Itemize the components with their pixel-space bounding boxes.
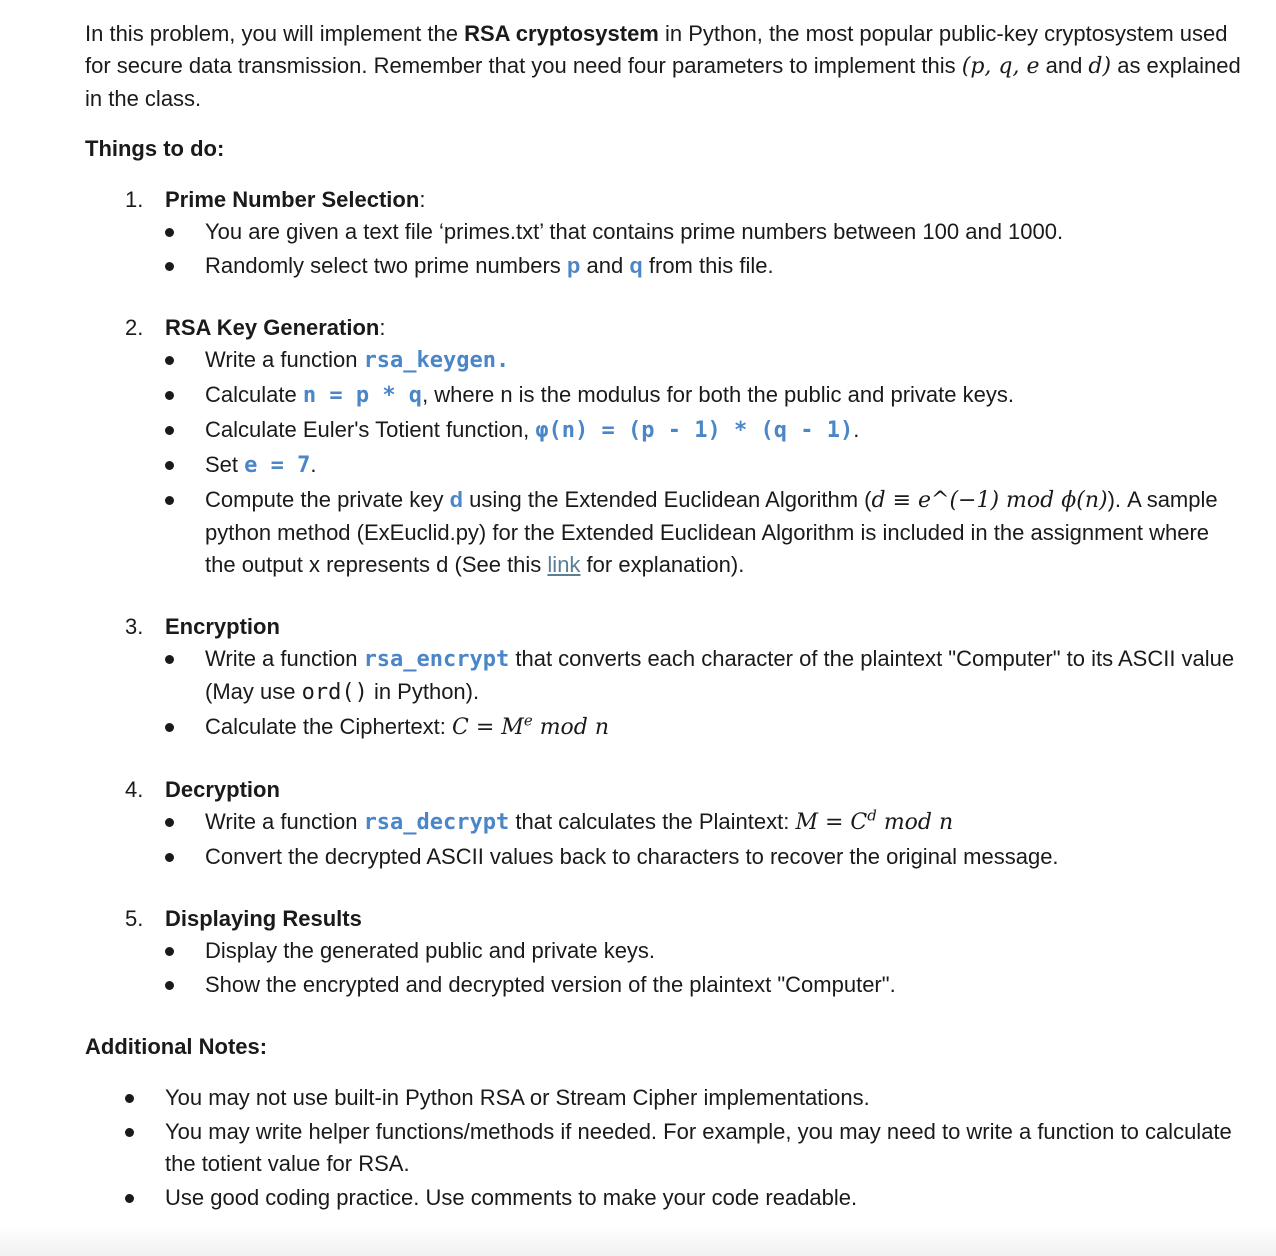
totient-code: φ(n) = (p - 1) * (q - 1) bbox=[535, 418, 854, 443]
params-math: (p, q, e bbox=[961, 54, 1040, 79]
list-item bbox=[125, 484, 1245, 581]
intro-paragraph bbox=[85, 18, 1245, 115]
bullet-text: Write a function bbox=[205, 347, 364, 372]
section-title bbox=[125, 312, 1245, 344]
bullet-list bbox=[125, 806, 1245, 873]
section-title bbox=[125, 184, 1245, 216]
bullet-text: that converts each character of the plaintext "Computer" to its ASCII value (May use bbox=[205, 646, 1235, 704]
list-item bbox=[125, 414, 1245, 447]
section-title-text: Prime Number Selection bbox=[165, 187, 420, 212]
function-name-code: rsa_decrypt bbox=[363, 810, 510, 835]
explanation-link[interactable]: link bbox=[547, 552, 581, 577]
section-title bbox=[125, 774, 1245, 806]
bullet-icon bbox=[165, 947, 174, 956]
section-number: 3. bbox=[125, 614, 144, 639]
bullet-icon bbox=[165, 228, 174, 237]
list-item bbox=[85, 1182, 1245, 1214]
section-title-text: RSA Key Generation bbox=[165, 315, 380, 340]
bullet-text: using the Extended Euclidean Algorithm ( bbox=[463, 487, 872, 512]
things-to-do-heading: Things to do: bbox=[85, 136, 225, 161]
param-d-math: d) bbox=[1088, 54, 1112, 79]
title-colon: : bbox=[419, 187, 426, 212]
bullet-list bbox=[125, 935, 1245, 1001]
bullet-text: , where n is the modulus for both the public and private keys. bbox=[422, 382, 1014, 407]
list-item bbox=[125, 449, 1245, 482]
var-q: q bbox=[629, 253, 643, 278]
section-number: 5. bbox=[125, 906, 144, 931]
bullet-icon bbox=[165, 853, 174, 862]
bullet-icon bbox=[165, 356, 174, 365]
bullet-text: that calculates the Plaintext: bbox=[509, 809, 796, 834]
bullet-text: in Python). bbox=[367, 679, 480, 704]
bullet-text: Set bbox=[205, 452, 245, 477]
bullet-text: Convert the decrypted ASCII values back to characters to recover the original message. bbox=[205, 844, 1059, 869]
bullet-text: and bbox=[580, 253, 630, 278]
formula-exponent: e bbox=[523, 711, 533, 730]
bullet-icon bbox=[125, 1094, 134, 1103]
bullet-icon bbox=[165, 461, 174, 470]
var-d: d bbox=[449, 487, 464, 512]
bullet-text: Show the encrypted and decrypted version of the plaintext "Computer". bbox=[205, 972, 896, 997]
modulus-code: n = p * q bbox=[302, 383, 423, 408]
list-item bbox=[125, 935, 1245, 967]
var-p: p bbox=[566, 253, 581, 278]
bullet-text: for explanation). bbox=[580, 552, 745, 577]
bullet-list bbox=[125, 643, 1245, 744]
list-item bbox=[125, 344, 1245, 377]
bullet-text: Calculate the Ciphertext: bbox=[205, 714, 453, 739]
title-colon: : bbox=[379, 315, 386, 340]
list-item bbox=[125, 379, 1245, 412]
bullet-icon bbox=[165, 391, 174, 400]
notes-list bbox=[85, 1082, 1245, 1214]
section-title-text: Decryption bbox=[165, 777, 280, 802]
bullet-text: Display the generated public and private keys. bbox=[205, 938, 656, 963]
function-name-code: rsa_encrypt bbox=[363, 647, 510, 672]
bullet-text: Write a function bbox=[205, 809, 364, 834]
bullet-text: ). A sample python method (ExEuclid.py) for the Extended Euclidean Algorithm is included in the assignment where the output x represents d (See this bbox=[205, 487, 1218, 577]
bullet-text: Randomly select two prime numbers bbox=[205, 253, 567, 278]
bullet-text: . bbox=[853, 417, 860, 442]
bullet-icon bbox=[165, 655, 174, 664]
formula-exponent: d bbox=[867, 806, 877, 825]
exponent-code: e = 7 bbox=[244, 453, 311, 478]
list-item bbox=[125, 643, 1245, 709]
bullet-icon bbox=[165, 981, 174, 990]
bullet-text: Compute the private key bbox=[205, 487, 450, 512]
formula-lhs: C = M bbox=[452, 715, 524, 740]
page-bottom-shadow bbox=[0, 1226, 1276, 1256]
bullet-icon bbox=[165, 426, 174, 435]
additional-notes-heading: Additional Notes: bbox=[85, 1034, 268, 1059]
bullet-text: Calculate Euler's Totient function, bbox=[205, 417, 536, 442]
list-item bbox=[85, 1082, 1245, 1114]
function-name-code: rsa_keygen. bbox=[363, 348, 510, 373]
formula-rhs: mod n bbox=[532, 715, 610, 740]
bullet-icon bbox=[125, 1128, 134, 1137]
rsa-cryptosystem-bold: RSA cryptosystem bbox=[464, 21, 659, 46]
list-item bbox=[125, 250, 1245, 282]
bullet-text: . bbox=[310, 452, 317, 477]
section-title-text: Encryption bbox=[165, 614, 280, 639]
bullet-list bbox=[125, 216, 1245, 282]
section-title bbox=[125, 903, 1245, 935]
intro-text: In this problem, you will implement the bbox=[85, 21, 465, 46]
bullet-icon bbox=[165, 723, 174, 732]
section-number: 4. bbox=[125, 777, 144, 802]
section-key-generation bbox=[125, 312, 1245, 581]
formula-rhs: mod n bbox=[876, 810, 954, 835]
section-title bbox=[125, 611, 1245, 643]
section-displaying-results bbox=[125, 903, 1245, 1001]
bullet-icon bbox=[125, 1194, 134, 1203]
bullet-list bbox=[125, 344, 1245, 581]
list-item bbox=[125, 216, 1245, 248]
ord-code: ord() bbox=[301, 680, 368, 705]
formula-lhs: M = C bbox=[795, 810, 868, 835]
section-number: 2. bbox=[125, 315, 144, 340]
private-key-math: d ≡ e^(−1) mod ϕ(n) bbox=[871, 488, 1108, 513]
ciphertext-formula bbox=[452, 711, 610, 740]
list-item bbox=[125, 806, 1245, 839]
intro-text-2: in Python, the most popular public-key cryptosystem used for secure data transmission. Remember that you need four parameters to implement this bbox=[85, 21, 1228, 78]
section-number: 1. bbox=[125, 187, 144, 212]
intro-text-3: as explained in the class. bbox=[85, 53, 1241, 111]
bullet-text: Write a function bbox=[205, 646, 364, 671]
bullet-icon bbox=[165, 262, 174, 271]
note-text: Use good coding practice. Use comments to make your code readable. bbox=[165, 1185, 858, 1210]
note-text: You may not use built-in Python RSA or Stream Cipher implementations. bbox=[165, 1085, 870, 1110]
note-text: You may write helper functions/methods if needed. For example, you may need to write a function to calculate the totient value for RSA. bbox=[165, 1119, 1232, 1176]
bullet-text: Calculate bbox=[205, 382, 303, 407]
document-body bbox=[85, 18, 1245, 1214]
plaintext-formula bbox=[795, 806, 954, 835]
bullet-icon bbox=[165, 818, 174, 827]
intro-and: and bbox=[1039, 53, 1089, 78]
list-item bbox=[85, 1116, 1245, 1180]
section-decryption bbox=[125, 774, 1245, 873]
section-encryption bbox=[125, 611, 1245, 744]
section-title-text: Displaying Results bbox=[165, 906, 362, 931]
list-item bbox=[125, 711, 1245, 744]
bullet-text: from this file. bbox=[642, 253, 774, 278]
list-item bbox=[125, 841, 1245, 873]
list-item bbox=[125, 969, 1245, 1001]
bullet-icon bbox=[165, 496, 174, 505]
bullet-text: You are given a text file ‘primes.txt’ that contains prime numbers between 100 and 1000. bbox=[205, 219, 1064, 244]
section-prime-selection bbox=[125, 184, 1245, 282]
